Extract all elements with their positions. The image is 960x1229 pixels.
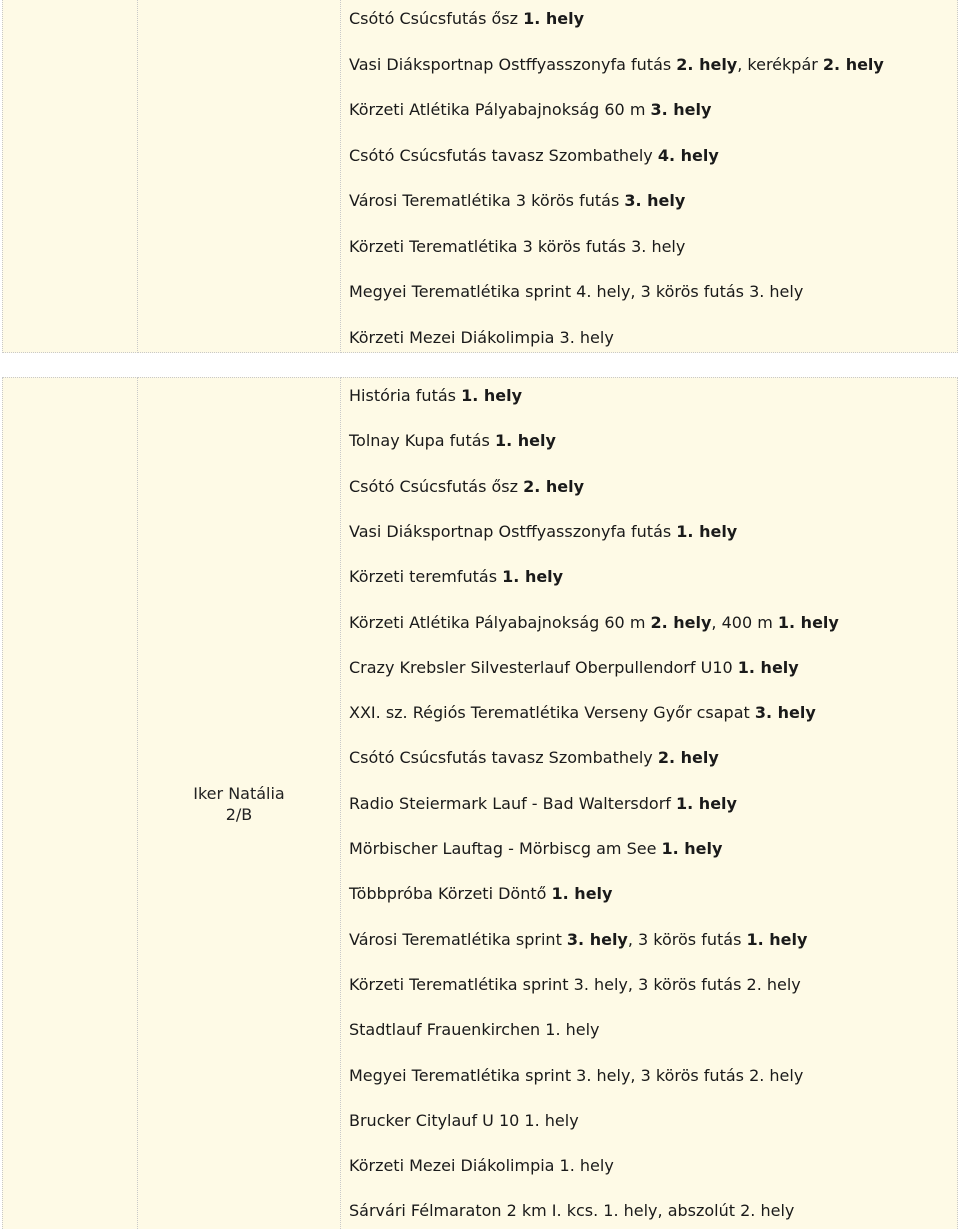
event-text: , kerékpár (737, 54, 823, 74)
student-cell (138, 377, 341, 1229)
placement-text: 4. hely (657, 145, 719, 165)
results-table-1 (2, 0, 958, 353)
result-row (349, 282, 803, 302)
event-text: História futás (349, 386, 462, 405)
result-row (349, 658, 799, 678)
event-text: Stadtlauf Frauenkirchen 1. hely (349, 1020, 600, 1040)
event-text: Körzeti Mezei Diákolimpia 1. hely (349, 1156, 614, 1176)
result-row (349, 522, 737, 542)
placement-text: 1. hely (661, 839, 723, 858)
student-cell (138, 0, 341, 353)
placement-text: 3. hely (566, 929, 628, 949)
placement-text: 2. hely (657, 748, 719, 768)
result-row (349, 477, 584, 497)
placement-text: 1. hely (737, 657, 799, 677)
event-text: Körzeti Atlétika Pályabajnokság 60 m (349, 100, 651, 119)
event-text: Sárvári Félmaraton 2 km I. kcs. 1. hely, abszolút 2. hely (349, 1201, 795, 1221)
event-text: , 3 körös futás (627, 929, 747, 949)
result-row (349, 794, 737, 814)
event-text: Brucker Citylauf U 10 1. hely (349, 1110, 579, 1130)
event-text: Crazy Krebsler Silvesterlauf Oberpullendorf U10 (349, 657, 738, 677)
event-text: Körzeti Atlétika Pályabajnokság 60 m (349, 612, 651, 632)
placement-text: 1. hely (494, 431, 556, 451)
placement-text: 2. hely (650, 612, 712, 632)
event-text: Városi Terematlétika 3 körös futás (349, 191, 625, 210)
result-row (349, 1020, 600, 1040)
result-row (349, 191, 685, 211)
placement-text: 3. hely (624, 191, 686, 210)
event-text: Csótó Csúcsfutás tavasz Szombathely (349, 748, 658, 768)
empty-column-cell (2, 0, 138, 353)
placement-text: 1. hely (502, 567, 564, 587)
event-text: Megyei Terematlétika sprint 4. hely, 3 körös futás 3. hely (349, 282, 804, 301)
result-row (349, 930, 807, 950)
result-row (349, 1201, 794, 1221)
result-row (349, 1111, 579, 1131)
event-text: Körzeti Mezei Diákolimpia 3. hely (349, 327, 614, 347)
placement-text: 2. hely (676, 54, 738, 74)
event-text: Városi Terematlétika sprint (349, 929, 567, 949)
event-text: Körzeti teremfutás (349, 567, 503, 587)
result-row (349, 237, 685, 257)
event-text: Mörbischer Lauftag - Mörbiscg am See (349, 839, 662, 858)
result-row (349, 431, 556, 451)
event-text: Csótó Csúcsfutás ősz (349, 476, 524, 496)
event-text: Vasi Diáksportnap Ostffyasszonyfa futás (349, 521, 677, 541)
result-row (349, 748, 719, 768)
results-cell (341, 0, 958, 353)
event-text: Csótó Csúcsfutás ősz (349, 9, 524, 28)
event-text: Körzeti Terematlétika sprint 3. hely, 3 körös futás 2. hely (349, 974, 801, 994)
event-text: Csótó Csúcsfutás tavasz Szombathely (349, 145, 658, 165)
student-name: Iker Natália (193, 783, 285, 803)
event-text: Megyei Terematlétika sprint 3. hely, 3 körös futás 2. hely (349, 1065, 804, 1085)
results-table-2 (2, 377, 958, 1229)
result-row (349, 55, 884, 75)
empty-column-cell (2, 377, 138, 1229)
result-row (349, 567, 563, 587)
placement-text: 3. hely (650, 100, 712, 119)
student-class: 2/B (225, 804, 253, 824)
placement-text: 1. hely (523, 9, 585, 28)
result-row (349, 1066, 803, 1086)
event-text: Tolnay Kupa futás (349, 431, 495, 451)
placement-text: 1. hely (777, 612, 839, 632)
placement-text: 1. hely (746, 929, 808, 949)
event-text: Körzeti Terematlétika 3 körös futás 3. hely (349, 236, 686, 256)
result-row (349, 146, 719, 166)
result-row (349, 613, 839, 633)
results-cell (341, 377, 958, 1229)
result-row (349, 100, 711, 120)
placement-text: 1. hely (551, 884, 613, 904)
placement-text: 2. hely (822, 54, 884, 74)
result-row (349, 1156, 614, 1176)
placement-text: 3. hely (754, 703, 816, 723)
result-row (349, 328, 614, 348)
placement-text: 1. hely (461, 386, 522, 405)
event-text: XXI. sz. Régiós Terematlétika Verseny Győr csapat (349, 703, 755, 723)
result-row (349, 703, 816, 723)
event-text: Többpróba Körzeti Döntő (349, 884, 552, 904)
result-row (349, 9, 584, 29)
event-text: Vasi Diáksportnap Ostffyasszonyfa futás (349, 54, 677, 74)
placement-text: 1. hely (676, 521, 738, 541)
result-row (349, 975, 801, 995)
result-row (349, 884, 612, 904)
placement-text: 2. hely (523, 476, 585, 496)
placement-text: 1. hely (676, 793, 737, 813)
result-row (349, 386, 522, 406)
event-text: , 400 m (711, 612, 778, 632)
event-text: Radio Steiermark Lauf - Bad Waltersdorf (349, 793, 677, 813)
result-row (349, 839, 722, 859)
